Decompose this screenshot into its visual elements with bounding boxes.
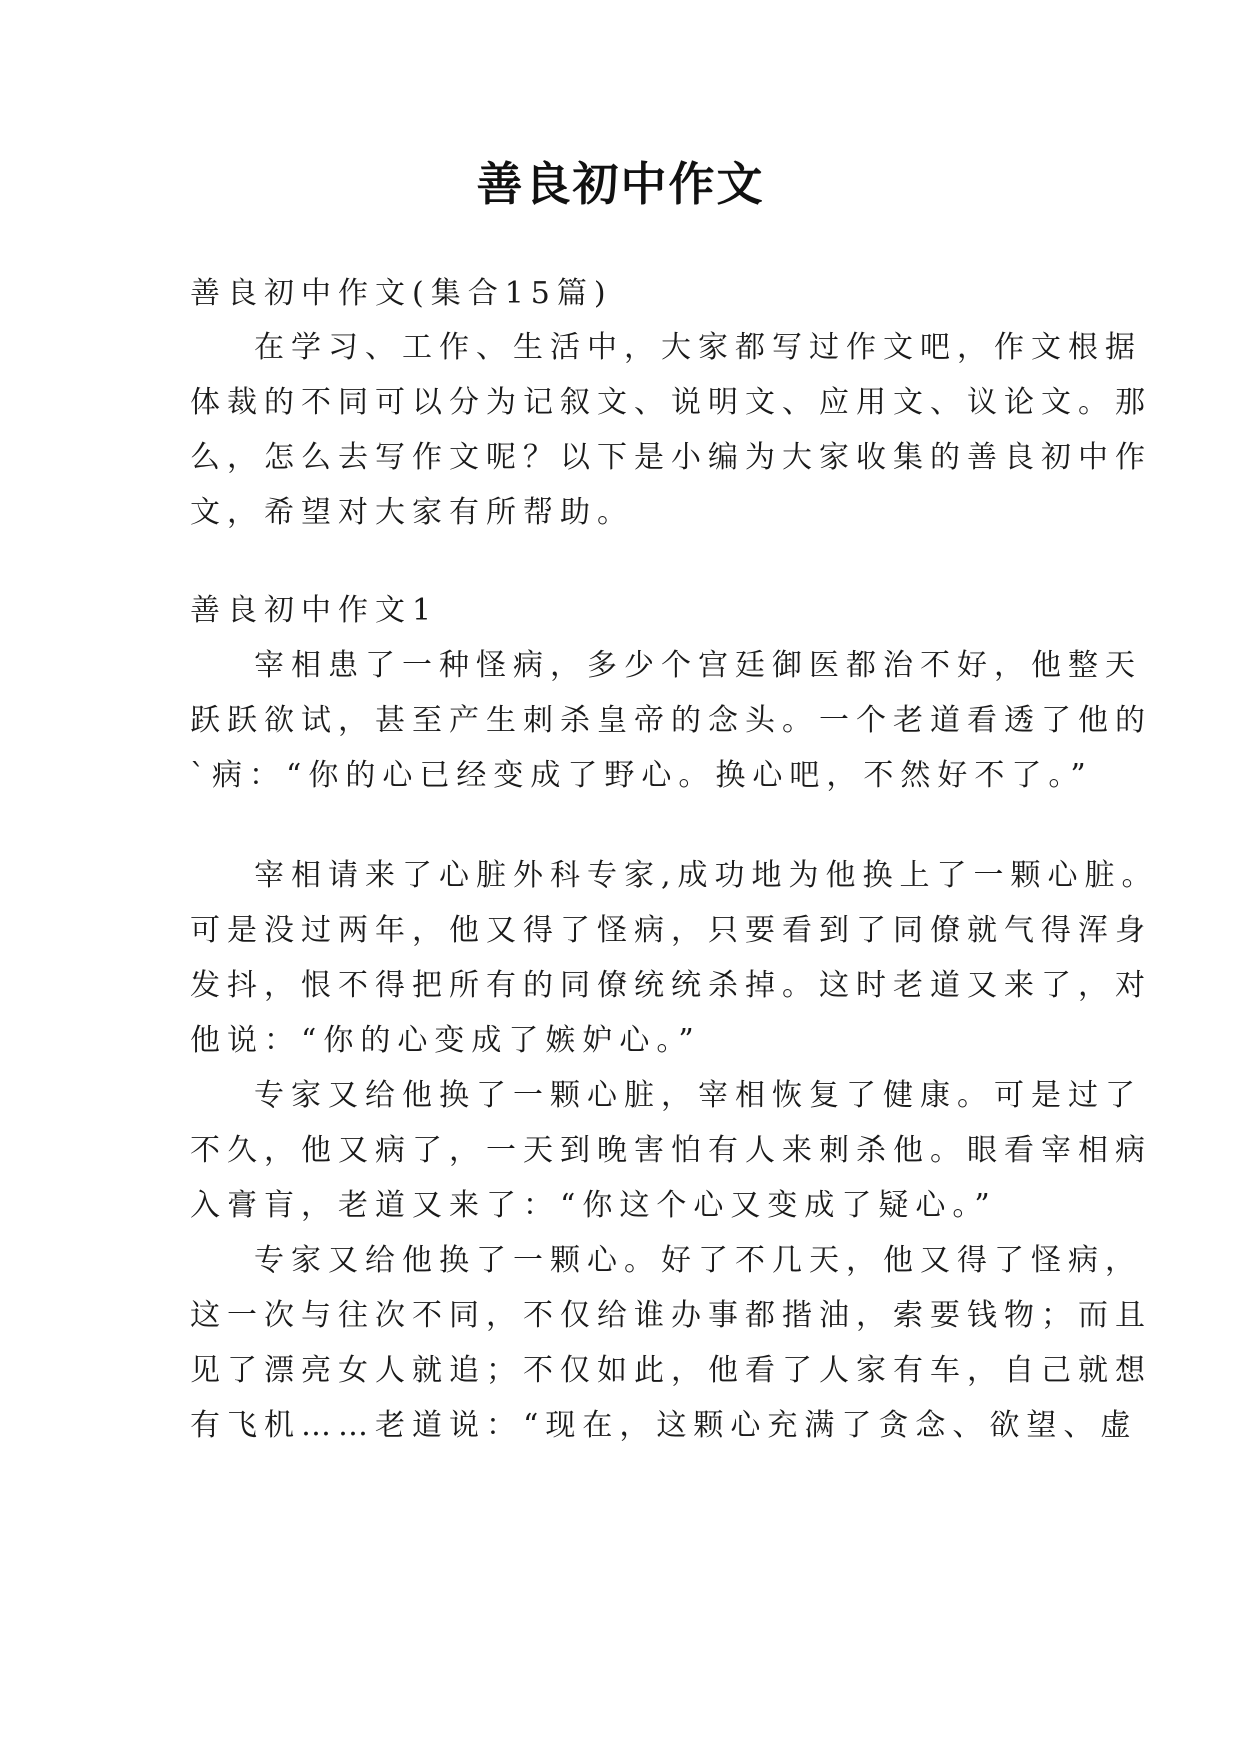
text-line: 入膏肓，老道又来了：“你这个心又变成了疑心。”: [190, 1188, 997, 1223]
text-line: 可是没过两年，他又得了怪病，只要看到了同僚就气得浑身: [190, 913, 1152, 948]
text-line: 体裁的不同可以分为记叙文、说明文、应用文、议论文。那: [190, 385, 1152, 420]
document-title: 善良初中作文: [476, 157, 765, 211]
text-line: 不久，他又病了，一天到晚害怕有人来刺杀他。眼看宰相病: [190, 1133, 1152, 1168]
text-line: 善良初中作文(集合15篇): [190, 276, 613, 311]
text-line: 善良初中作文1: [190, 593, 439, 628]
text-line: 跃跃欲试，甚至产生刺杀皇帝的念头。一个老道看透了他的: [190, 703, 1152, 738]
text-line: 专家又给他换了一颗心。好了不几天，他又得了怪病，: [254, 1243, 1142, 1278]
text-line: 专家又给他换了一颗心脏，宰相恢复了健康。可是过了: [254, 1078, 1142, 1113]
text-line: `病：“你的心已经变成了野心。换心吧，不然好不了。”: [190, 758, 1093, 793]
text-line: 见了漂亮女人就追；不仅如此，他看了人家有车，自己就想: [190, 1353, 1152, 1388]
text-line: 发抖，恨不得把所有的同僚统统杀掉。这时老道又来了，对: [190, 968, 1152, 1003]
text-line: 文，希望对大家有所帮助。: [190, 495, 634, 530]
text-line: 这一次与往次不同，不仅给谁办事都揩油，索要钱物；而且: [190, 1298, 1152, 1333]
text-line: 宰相患了一种怪病，多少个宫廷御医都治不好，他整天: [254, 648, 1142, 683]
text-line: 么，怎么去写作文呢？以下是小编为大家收集的善良初中作: [190, 440, 1152, 475]
text-line: 宰相请来了心脏外科专家,成功地为他换上了一颗心脏。: [254, 858, 1159, 893]
text-line: 在学习、工作、生活中，大家都写过作文吧，作文根据: [254, 330, 1142, 365]
text-line: 他说：“你的心变成了嫉妒心。”: [190, 1023, 701, 1058]
text-line: 有飞机……老道说：“现在，这颗心充满了贪念、欲望、虚: [190, 1408, 1138, 1443]
